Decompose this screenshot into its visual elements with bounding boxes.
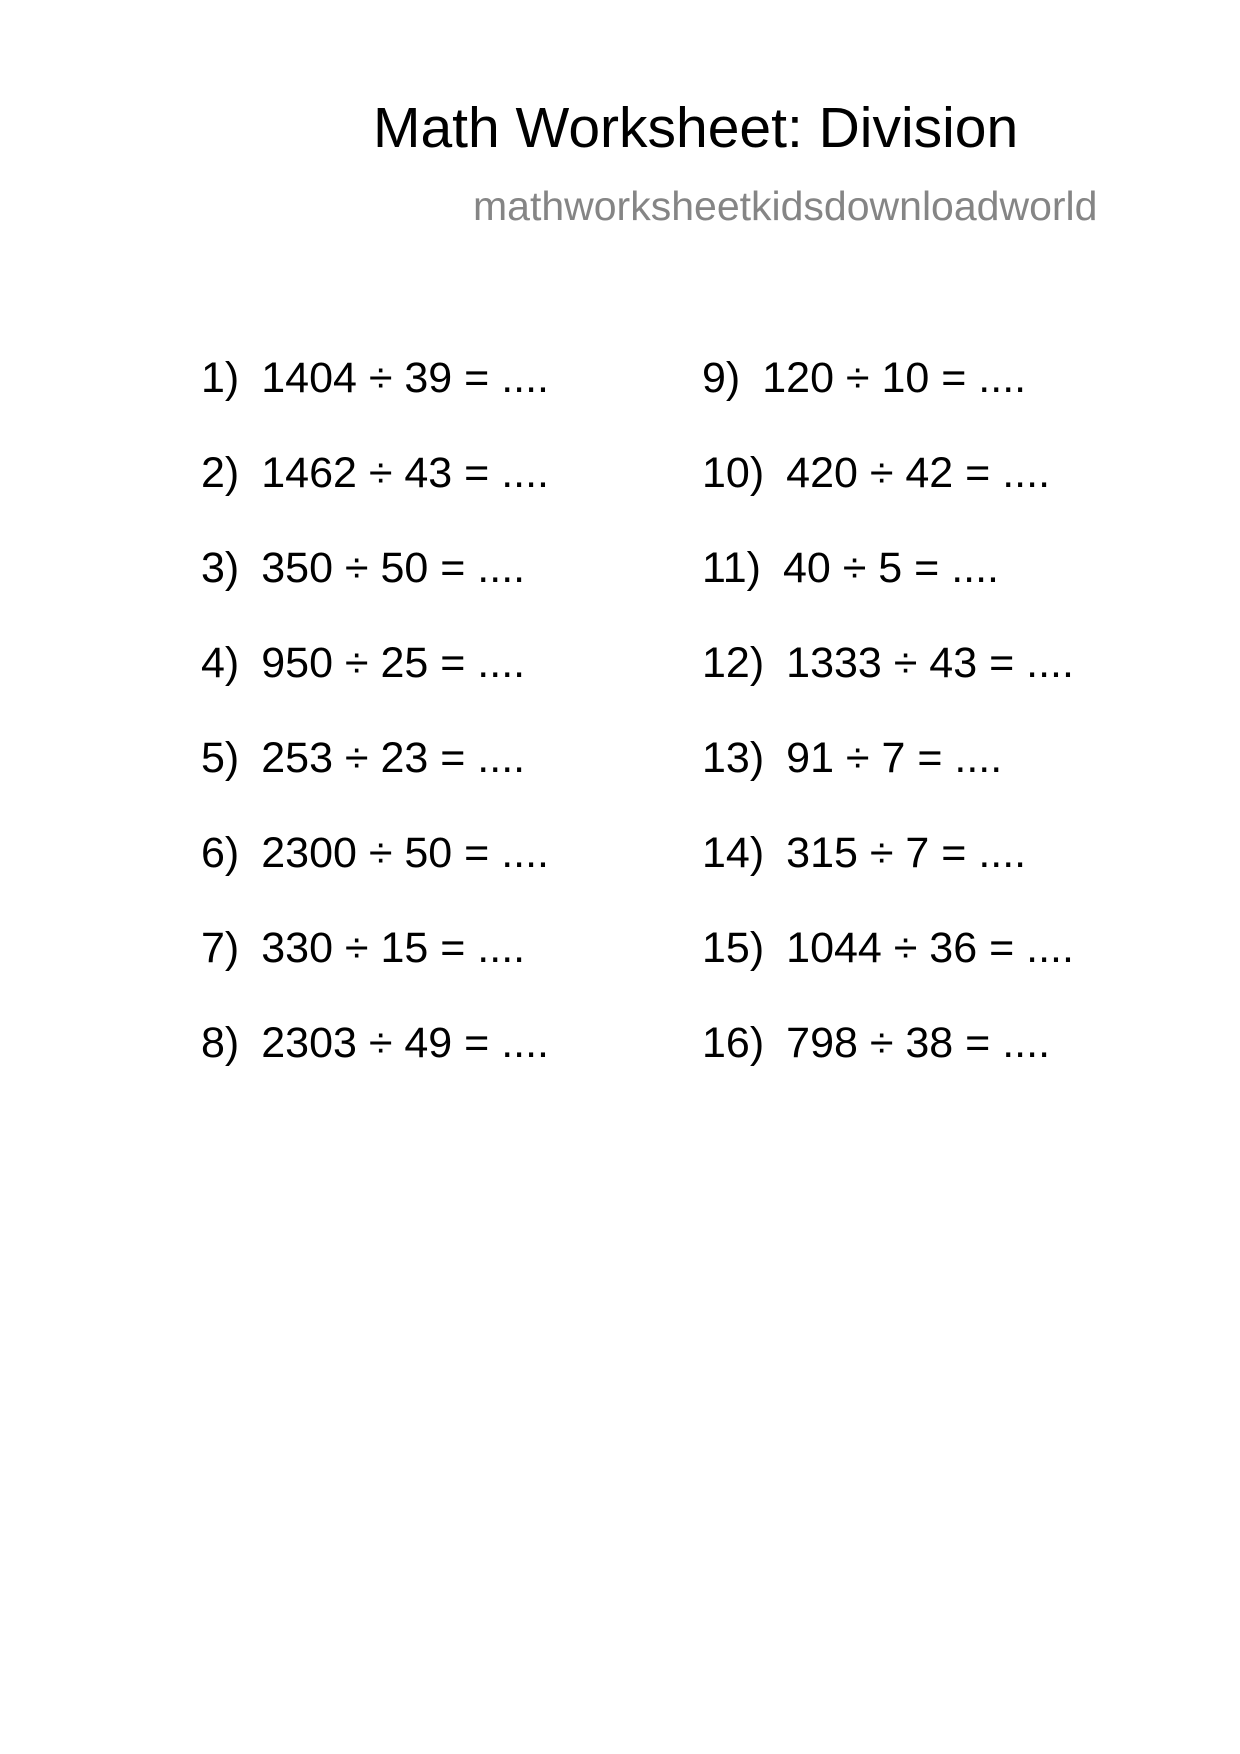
problem-expression: 315 ÷ 7 = .... xyxy=(786,829,1027,877)
page-subtitle: mathworksheetkidsdownloadworld xyxy=(473,183,1098,229)
problem-expression: 40 ÷ 5 = .... xyxy=(782,544,999,592)
problem-10 xyxy=(702,449,1051,497)
problem-number: 11) xyxy=(702,544,761,592)
problem-9 xyxy=(702,354,1027,402)
problem-number: 10) xyxy=(702,449,765,497)
problem-13 xyxy=(702,734,1003,782)
problem-expression: 91 ÷ 7 = .... xyxy=(786,734,1003,782)
problem-6 xyxy=(201,829,550,877)
problem-expression: 798 ÷ 38 = .... xyxy=(786,1019,1051,1067)
problem-14 xyxy=(702,829,1027,877)
problem-number: 5) xyxy=(201,734,240,782)
problem-number: 14) xyxy=(702,829,765,877)
problem-number: 8) xyxy=(201,1019,240,1067)
problem-expression: 950 ÷ 25 = .... xyxy=(261,639,526,687)
problem-expression: 1404 ÷ 39 = .... xyxy=(261,354,550,402)
problem-expression: 420 ÷ 42 = .... xyxy=(786,449,1051,497)
problem-number: 4) xyxy=(201,639,240,687)
problem-number: 1) xyxy=(201,354,240,402)
problem-12 xyxy=(702,639,1074,687)
problem-number: 9) xyxy=(702,354,741,402)
page-title: Math Worksheet: Division xyxy=(373,96,1019,160)
problem-expression: 1044 ÷ 36 = .... xyxy=(786,924,1074,972)
problem-7 xyxy=(201,924,526,972)
problem-number: 12) xyxy=(702,639,765,687)
problem-number: 3) xyxy=(201,544,240,592)
problem-15 xyxy=(702,924,1074,972)
problem-16 xyxy=(702,1019,1051,1067)
problem-number: 7) xyxy=(201,924,240,972)
problem-2 xyxy=(201,449,550,497)
problem-expression: 2303 ÷ 49 = .... xyxy=(261,1019,550,1067)
problem-number: 13) xyxy=(702,734,765,782)
problem-expression: 2300 ÷ 50 = .... xyxy=(261,829,550,877)
problem-8 xyxy=(201,1019,550,1067)
problem-expression: 120 ÷ 10 = .... xyxy=(762,354,1027,402)
problem-number: 15) xyxy=(702,924,765,972)
problem-11 xyxy=(702,544,999,592)
problem-number: 6) xyxy=(201,829,240,877)
problem-number: 16) xyxy=(702,1019,765,1067)
problem-expression: 1462 ÷ 43 = .... xyxy=(261,449,550,497)
problem-expression: 1333 ÷ 43 = .... xyxy=(786,639,1074,687)
problem-4 xyxy=(201,639,526,687)
problem-number: 2) xyxy=(201,449,240,497)
problem-5 xyxy=(201,734,526,782)
problem-expression: 350 ÷ 50 = .... xyxy=(261,544,526,592)
problem-expression: 330 ÷ 15 = .... xyxy=(261,924,526,972)
problem-expression: 253 ÷ 23 = .... xyxy=(261,734,526,782)
problem-1 xyxy=(201,354,550,402)
problem-3 xyxy=(201,544,526,592)
